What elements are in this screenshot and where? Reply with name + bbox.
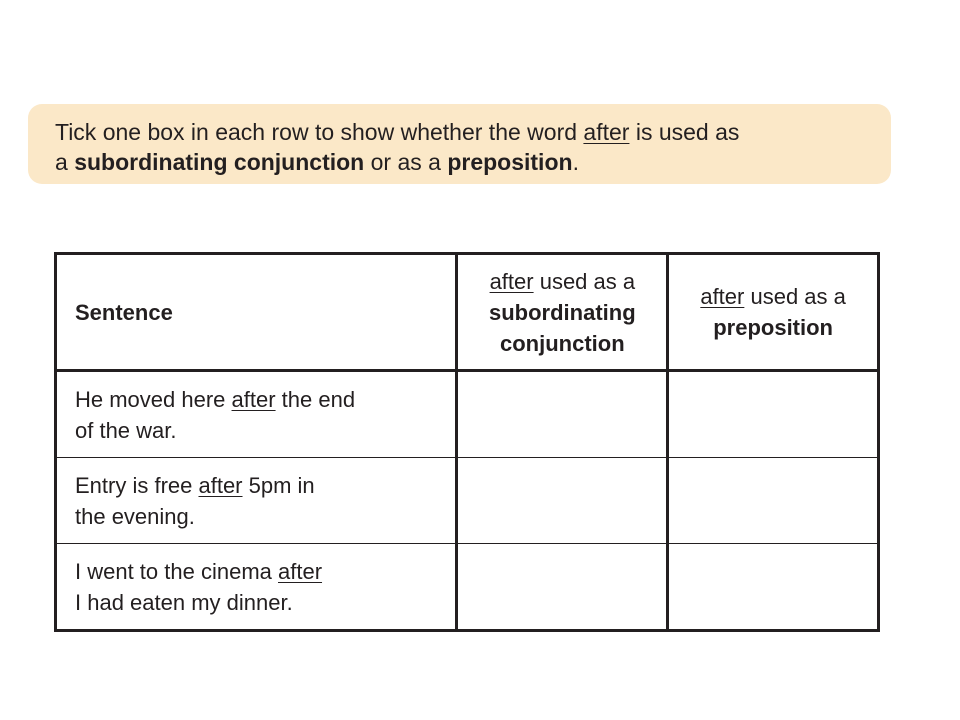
header-conjunction: [457, 254, 668, 371]
tick-box-conjunction[interactable]: [457, 544, 668, 631]
sentence-keyword: after: [198, 472, 243, 498]
header-conjunction-bold-1: subordinating: [489, 299, 636, 325]
header-text: used as a: [744, 284, 846, 309]
sentence-text: He moved here: [75, 386, 232, 412]
sentence-cell: [56, 371, 457, 458]
tick-box-preposition[interactable]: [668, 544, 879, 631]
sentence-line-1: [75, 556, 455, 587]
table-row: [56, 371, 879, 458]
sentence-keyword: after: [231, 386, 276, 412]
tick-box-preposition[interactable]: [668, 371, 879, 458]
sentence-keyword: after: [278, 558, 323, 584]
sentence-line-2: the evening.: [75, 503, 195, 529]
tick-box-preposition[interactable]: [668, 458, 879, 544]
header-text: used as a: [533, 268, 636, 294]
instruction-text: is used as: [629, 119, 740, 145]
instruction-line-2: [55, 147, 891, 177]
header-keyword: after: [700, 284, 745, 309]
header-preposition-bold: preposition: [713, 315, 833, 340]
instruction-term-conjunction: subordinating conjunction: [74, 149, 365, 175]
instruction-box: [28, 104, 891, 184]
tick-box-conjunction[interactable]: [457, 371, 668, 458]
instruction-line-1: [55, 117, 891, 147]
sentence-line-1: [75, 384, 455, 415]
instruction-keyword: after: [583, 119, 630, 145]
sentence-line-2: I had eaten my dinner.: [75, 589, 293, 615]
header-keyword: after: [489, 268, 534, 294]
sentence-cell: [56, 458, 457, 544]
answer-table: [54, 252, 880, 632]
sentence-cell: [56, 544, 457, 631]
sentence-text: 5pm in: [242, 472, 315, 498]
instruction-text: .: [572, 149, 579, 175]
table-row: [56, 458, 879, 544]
sentence-text: the end: [275, 386, 356, 412]
header-preposition-line1: [669, 281, 877, 312]
header-preposition: [668, 254, 879, 371]
instruction-term-preposition: preposition: [447, 149, 573, 175]
table-row: [56, 544, 879, 631]
table-header-row: [56, 254, 879, 371]
header-conjunction-bold-2: conjunction: [500, 330, 625, 356]
instruction-text: or as a: [364, 149, 448, 175]
header-sentence-label: Sentence: [75, 299, 173, 325]
instruction-text: a: [55, 149, 75, 175]
instruction-text: Tick one box in each row to show whether the word: [55, 119, 584, 145]
header-conjunction-line1: [458, 266, 666, 297]
sentence-line-2: of the war.: [75, 417, 177, 443]
sentence-line-1: [75, 470, 455, 501]
sentence-text: Entry is free: [75, 472, 199, 498]
tick-box-conjunction[interactable]: [457, 458, 668, 544]
header-sentence: [56, 254, 457, 371]
sentence-text: I went to the cinema: [75, 558, 278, 584]
